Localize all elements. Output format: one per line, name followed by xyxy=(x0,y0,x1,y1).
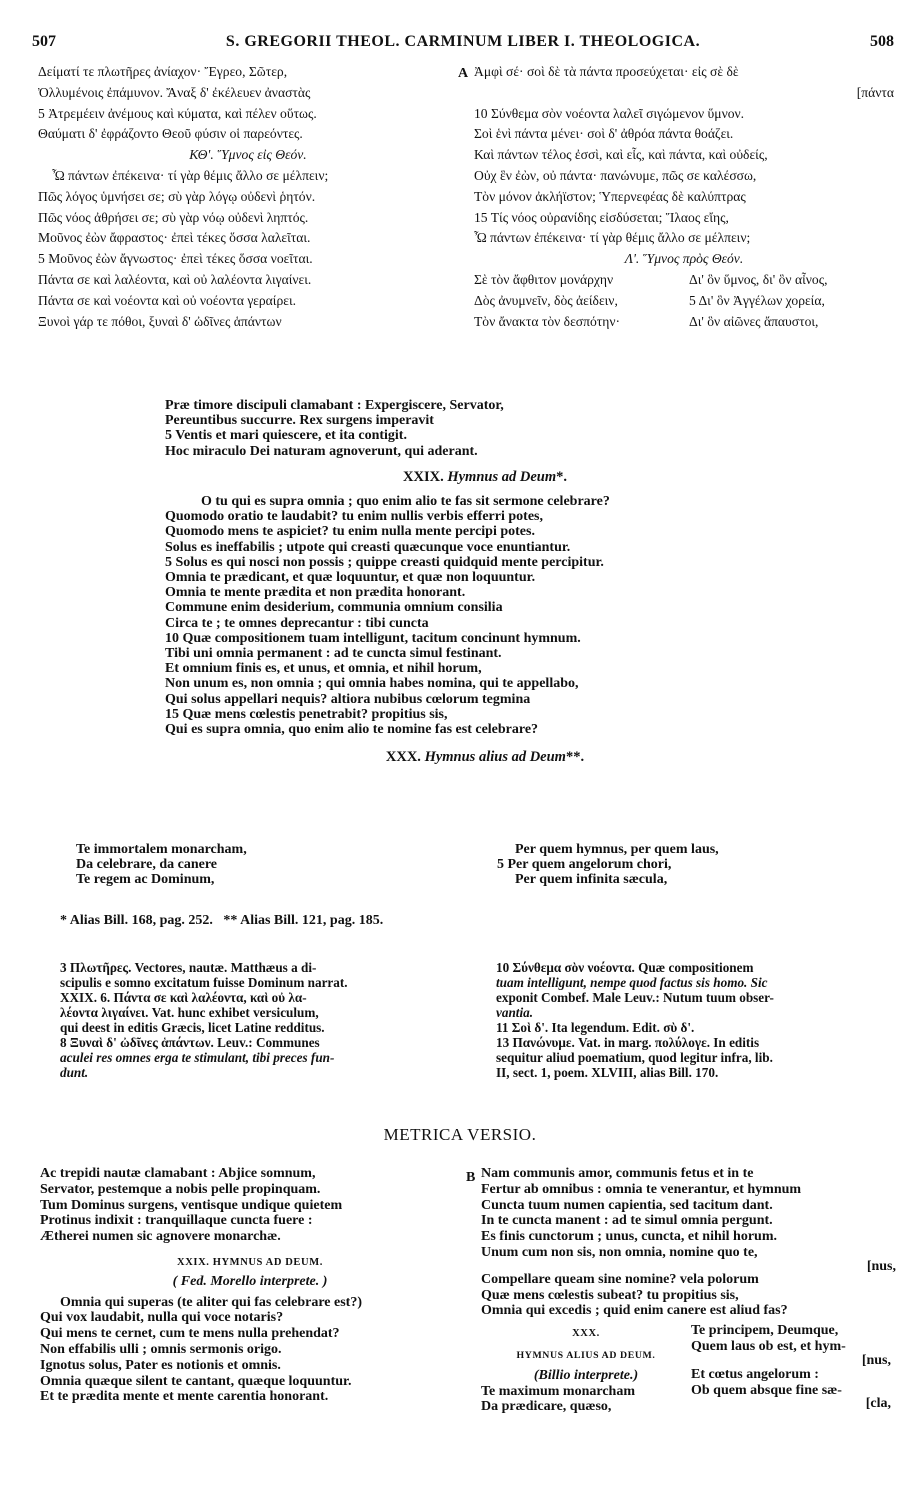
metrica-line: Te principem, Deumque, xyxy=(691,1323,839,1339)
metrica-line: Servator, pestemque a nobis pelle propinquam. xyxy=(40,1181,321,1197)
notes-left xyxy=(60,960,465,1080)
latin-line: Omnia te prædicant, et quæ loquuntur, et quæ non loquuntur. xyxy=(165,570,536,586)
running-title: S. GREGORII THEOL. CARMINUM LIBER I. THEOLOGICA. xyxy=(225,33,701,50)
metrica-left-column xyxy=(40,1166,460,1405)
hymn-30-latin xyxy=(76,842,836,888)
greek-line: 5 Μοῦνος ἐὼν ἄγνωστος· ἐπεὶ τέκες ὅσσα νοεῖται. xyxy=(38,251,313,267)
greek-line: Τὸν μόνον ἀκλήϊστον; Ὑπερνεφέας δὲ καλύπτρας xyxy=(474,188,746,204)
metrica-line: Fertur ab omnibus : omnia te venerantur, et hymnum xyxy=(481,1181,802,1197)
metrica-line: Es finis cunctorum ; unus, cuncta, et nihil horum. xyxy=(481,1229,777,1245)
note-line: 10 Σύνθεμα σὸν νοέοντα. Quæ compositionem xyxy=(496,960,754,975)
metrica-line: Et cœtus angelorum : xyxy=(691,1366,819,1382)
note-line: vantia. xyxy=(496,1005,533,1020)
greek-line: Πῶς λόγος ὑμνήσει σε; σὺ γὰρ λόγῳ οὐδενὶ ῥητόν. xyxy=(38,188,316,204)
metrica-line: Nam communis amor, communis fetus et in te xyxy=(481,1166,754,1181)
hymn-30-number: XXX. xyxy=(385,749,421,766)
greek-hymn-title: Λ'. Ὕμνος πρὸς Θεόν. xyxy=(624,251,744,267)
note-line: XXIX. 6. Πάντα σε καὶ λαλέοντα, καὶ οὐ λα- xyxy=(60,990,307,1005)
metrica-line: Ignotus solus, Pater es notionis et omnis. xyxy=(40,1357,281,1373)
greek-line: Πῶς νόος ἀθρήσει σε; σὺ γὰρ νόῳ οὐδενὶ ληπτός. xyxy=(38,209,309,225)
hymn-29-heading xyxy=(165,470,805,485)
metrica-line: Da prædicare, quæso, xyxy=(481,1399,612,1415)
page-number-right: 508 xyxy=(870,33,894,50)
metrica-line: Unum cum non sis, non omnia, nomine quo te, xyxy=(481,1244,758,1260)
greek-line: Μοῦνος ἐὼν ἄφραστος· ἐπεὶ τέκες ὅσσα λαλεῖται. xyxy=(38,230,311,246)
running-header xyxy=(32,33,894,55)
latin-line: Quomodo oratio te laudabit? tu enim nullis verbis efferri potes, xyxy=(165,509,543,525)
latin-line: O tu qui es supra omnia ; quo enim alio te fas sit sermone celebrare? xyxy=(201,494,610,510)
metrica-30-number: XXX. xyxy=(572,1328,600,1340)
latin-line: Tibi uni omnia permanent : ad te cuncta simul festinant. xyxy=(165,646,502,662)
greek-line: Τὸν ἄνακτα τὸν δεσπότην· xyxy=(474,313,621,329)
greek-line: Δείματί τε πλωτῆρες ἀνίαχον· Ἔγρεο, Σῶτερ, xyxy=(38,64,288,79)
metrica-line: Quæ mens cœlestis subeat? tu propitius sis, xyxy=(481,1287,739,1303)
metrica-30-title: HYMNUS ALIUS AD DEUM. xyxy=(516,1349,656,1361)
notes-right xyxy=(496,960,896,1080)
hymn-30-title: Hymnus alius ad Deum xyxy=(424,749,566,766)
metrica-line: Tum Dominus surgens, ventisque undique quietem xyxy=(40,1197,343,1213)
greek-hymn-col-2 xyxy=(689,270,828,332)
greek-line: Σὲ τὸν ἄφθιτον μονάρχην xyxy=(474,271,614,287)
metrica-line: Omnia qui excedis ; quid enim canere est aliud fas? xyxy=(481,1303,788,1319)
greek-line: 15 Τίς νόος οὐρανίδης εἰσδύσεται; Ἵλαος εἴης, xyxy=(474,209,729,225)
greek-line: Ὦ πάντων ἐπέκεινα· τί γὰρ θέμις ἄλλο σε μέλπειν; xyxy=(474,230,751,246)
metrica-29-title: XXIX. HYMNUS AD DEUM. xyxy=(177,1256,323,1268)
greek-right-column xyxy=(474,62,894,332)
greek-line: Πάντα σε καὶ νοέοντα καὶ οὐ νοέοντα γεραίρει. xyxy=(38,292,296,308)
metrica-line: Cuncta tuum numen capientia, sed tacitum dant. xyxy=(481,1197,773,1213)
page-number-left: 507 xyxy=(32,33,56,50)
metrica-line: Et te prædita mente et mente carentia honorant. xyxy=(40,1389,329,1405)
hymn-30-heading xyxy=(165,750,805,765)
metrica-line: Qui mens te cernet, cum te mens nulla prehendat? xyxy=(40,1326,340,1342)
latin-line: Non unum es, non omnia ; qui omnia habes nomina, qui te appellabo, xyxy=(165,676,579,692)
metrica-30-col-2 xyxy=(691,1323,891,1415)
greek-line: Δι' ὃν ὕμνος, δι' ὃν αἶνος, xyxy=(689,271,828,287)
hymn-29-number: XXIX. xyxy=(403,468,444,485)
note-line: 8 Ξυναὶ δ' ὠδῖνες ἁπάντων. Leuv.: Communes xyxy=(60,1035,320,1050)
column-marker-b: B xyxy=(466,1170,476,1185)
greek-line: Θαύματι δ' ἐφράζοντο Θεοῦ φύσιν οἱ παρεόντες. xyxy=(38,126,303,142)
metrica-30-col-1 xyxy=(481,1323,691,1415)
latin-line: Et omnium finis es, et unus, et omnia, et nihil horum, xyxy=(165,661,482,677)
hymn-29-mark: *. xyxy=(556,468,567,485)
latin-line: Commune enim desiderium, communia omnium consilia xyxy=(165,600,503,616)
latin-line: 10 Quæ compositionem tuam intelligunt, tacitum concinunt hymnum. xyxy=(165,630,581,646)
metrica-line: Ob quem absque fine sæ- xyxy=(691,1382,842,1398)
latin-line: Circa te ; te omnes deprecantur : tibi cuncta xyxy=(165,615,429,631)
metrica-line: Ac trepidi nautæ clamabant : Abjice somnum, xyxy=(40,1166,316,1181)
latin-line: Hoc miraculo Dei naturam agnoverunt, qui aderant. xyxy=(165,443,478,459)
latin-line: 5 Ventis et mari quiescere, et ita contigit. xyxy=(165,428,407,444)
greek-line: [πάντα xyxy=(856,84,894,100)
hymn-30-mark: **. xyxy=(565,749,585,766)
greek-line: Ἀμφὶ σέ· σοὶ δὲ τὰ πάντα προσεύχεται· εἰς σὲ δὲ xyxy=(474,64,739,79)
latin-line: Præ timore discipuli clamabant : Expergiscere, Servator, xyxy=(165,398,504,413)
metrica-line: [nus, xyxy=(861,1352,891,1368)
greek-line: 5 Ἀτρεμέειν ἀνέμους καὶ κύματα, καὶ πέλεν οὕτως. xyxy=(38,105,317,121)
footnote-references: * Alias Bill. 168, pag. 252. ** Alias Bill. 121, pag. 185. xyxy=(60,913,384,928)
greek-line: 10 Σύνθεμα σὸν νοέοντα λαλεῖ σιγώμενον ὕμνον. xyxy=(474,105,745,121)
hymn-30-col-2 xyxy=(497,842,719,888)
metrica-line: [nus, xyxy=(866,1258,896,1274)
note-line: λέοντα λιγαίνει. Vat. hunc exhibet versiculum, xyxy=(60,1005,319,1020)
greek-line: Δὸς ἀνυμνεῖν, δὸς ἀείδειν, xyxy=(474,292,618,308)
note-line: scipulis e somno excitatum fuisse Dominum narrat. xyxy=(60,975,348,990)
latin-line: 5 Per quem angelorum chori, xyxy=(497,857,672,873)
note-line: tuam intelligunt, nempe quod factus sis homo. Sic xyxy=(496,975,768,990)
latin-line: Pereuntibus succurre. Rex surgens imperavit xyxy=(165,413,434,429)
greek-line: Πάντα σε καὶ λαλέοντα, καὶ οὐ λαλέοντα λιγαίνει. xyxy=(38,271,312,287)
column-marker-a: A xyxy=(458,66,469,81)
greek-hymn-title: ΚΘ'. Ὕμνος εἰς Θεόν. xyxy=(189,147,307,163)
metrica-line: Quem laus ob est, et hym- xyxy=(691,1338,846,1354)
greek-line: Ὀλλυμένοις ἐπάμυνον. Ἄναξ δ' ἐκέλευεν ἀναστὰς xyxy=(38,84,311,100)
latin-line: Per quem infinita sæcula, xyxy=(515,872,668,888)
greek-line: Σοὶ ἑνὶ πάντα μένει· σοὶ δ' ἀθρόα πάντα θοάζει. xyxy=(474,126,734,142)
latin-line: Quomodo mens te aspiciet? tu enim nulla mente percipi potes. xyxy=(165,524,535,540)
note-line: qui deest in editis Græcis, licet Latine redditus. xyxy=(60,1020,325,1035)
greek-line: Οὐχ ἓν ἐὼν, οὐ πάντα· πανώνυμε, πῶς σε καλέσσω, xyxy=(474,167,757,183)
greek-left-column xyxy=(38,62,458,332)
greek-line: Ξυνοὶ γάρ τε πόθοι, ξυναὶ δ' ὠδῖνες ἁπάντων xyxy=(38,313,282,329)
greek-hymn-col-1 xyxy=(474,270,689,332)
latin-line: Qui solus appellari nequis? altiora nubibus cœlorum tegmina xyxy=(165,691,531,707)
metrica-line: Te maximum monarcham xyxy=(481,1383,635,1399)
metrica-versio-heading: METRICA VERSIO. xyxy=(383,1125,537,1144)
latin-line: 15 Quæ mens cœlestis penetrabit? propitius sis, xyxy=(165,706,448,722)
greek-line: Καὶ πάντων τέλος ἐσσὶ, καὶ εἷς, καὶ πάντα, καὶ οὐδείς, xyxy=(474,147,768,163)
greek-line: Δι' ὃν αἰῶνες ἄπαυστοι, xyxy=(689,313,819,329)
metrica-line: Omnia quæque silent te cantant, quæque loquuntur. xyxy=(40,1373,352,1389)
metrica-30-interpreter: (Billio interprete.) xyxy=(533,1367,639,1383)
latin-line: Da celebrare, da canere xyxy=(76,857,217,873)
note-line: dunt. xyxy=(60,1065,89,1080)
metrica-29-interpreter: ( Fed. Morello interprete. ) xyxy=(172,1273,328,1289)
latin-line: Te immortalem monarcham, xyxy=(76,842,247,857)
metrica-line: Omnia qui superas (te aliter qui fas celebrare est?) xyxy=(60,1294,363,1310)
greek-line: Ὦ πάντων ἐπέκεινα· τί γὰρ θέμις ἄλλο σε μέλπειν; xyxy=(52,167,329,183)
hymn-30-columns xyxy=(76,842,836,888)
latin-line: 5 Solus es qui nosci non possis ; quippe creasti quidquid mente percipitur. xyxy=(165,554,604,570)
metrica-line: Protinus indixit : tranquillaque cuncta fuere : xyxy=(40,1213,313,1229)
note-line: sequitur aliud poematium, quod legitur infra, lib. xyxy=(496,1050,773,1065)
metrica-line: Ætherei numen sic agnovere monarchæ. xyxy=(40,1229,281,1245)
metrica-30-block xyxy=(481,1323,896,1415)
note-line: II, sect. 1, poem. XLVIII, alias Bill. 170. xyxy=(496,1065,719,1080)
note-line: 13 Πανώνυμε. Vat. in marg. πολύλογε. In editis xyxy=(496,1035,760,1050)
note-line: aculei res omnes erga te stimulant, tibi preces fun- xyxy=(60,1050,335,1065)
metrica-line: Non effabilis ulli ; omnis sermonis origo. xyxy=(40,1341,282,1357)
hymn-29-title: Hymnus ad Deum xyxy=(447,468,557,485)
hymn-30-col-1 xyxy=(76,842,497,888)
metrica-line: In te cuncta manent : ad te simul omnia pergunt. xyxy=(481,1213,773,1229)
latin-line: Per quem hymnus, per quem laus, xyxy=(515,842,719,857)
latin-line: Omnia te mente prædita et non prædita honorant. xyxy=(165,585,466,601)
metrica-line: Qui vox laudabit, nulla qui voce notaris? xyxy=(40,1310,284,1326)
metrica-line: Compellare queam sine nomine? vela polorum xyxy=(481,1271,759,1287)
greek-hymn-columns xyxy=(474,270,894,332)
note-line: 3 Πλωτῆρες. Vectores, nautæ. Matthæus a di- xyxy=(60,960,317,975)
latin-line: Solus es ineffabilis ; utpote qui creasti quæcunque voce enuntiantur. xyxy=(165,539,571,555)
metrica-line: [cla, xyxy=(865,1396,891,1412)
note-line: exponit Combef. Male Leuv.: Nutum tuum obser- xyxy=(496,990,774,1005)
latin-line: Qui es supra omnia, quo enim alio te nomine fas est celebrare? xyxy=(165,722,539,738)
latin-translation xyxy=(165,398,805,777)
metrica-right-column xyxy=(481,1166,896,1415)
greek-line: 5 Δι' ὃν Ἀγγέλων χορεία, xyxy=(689,292,825,308)
latin-line: Te regem ac Dominum, xyxy=(76,872,215,888)
note-line: 11 Σοὶ δ'. Ita legendum. Edit. σὺ δ'. xyxy=(496,1020,695,1035)
